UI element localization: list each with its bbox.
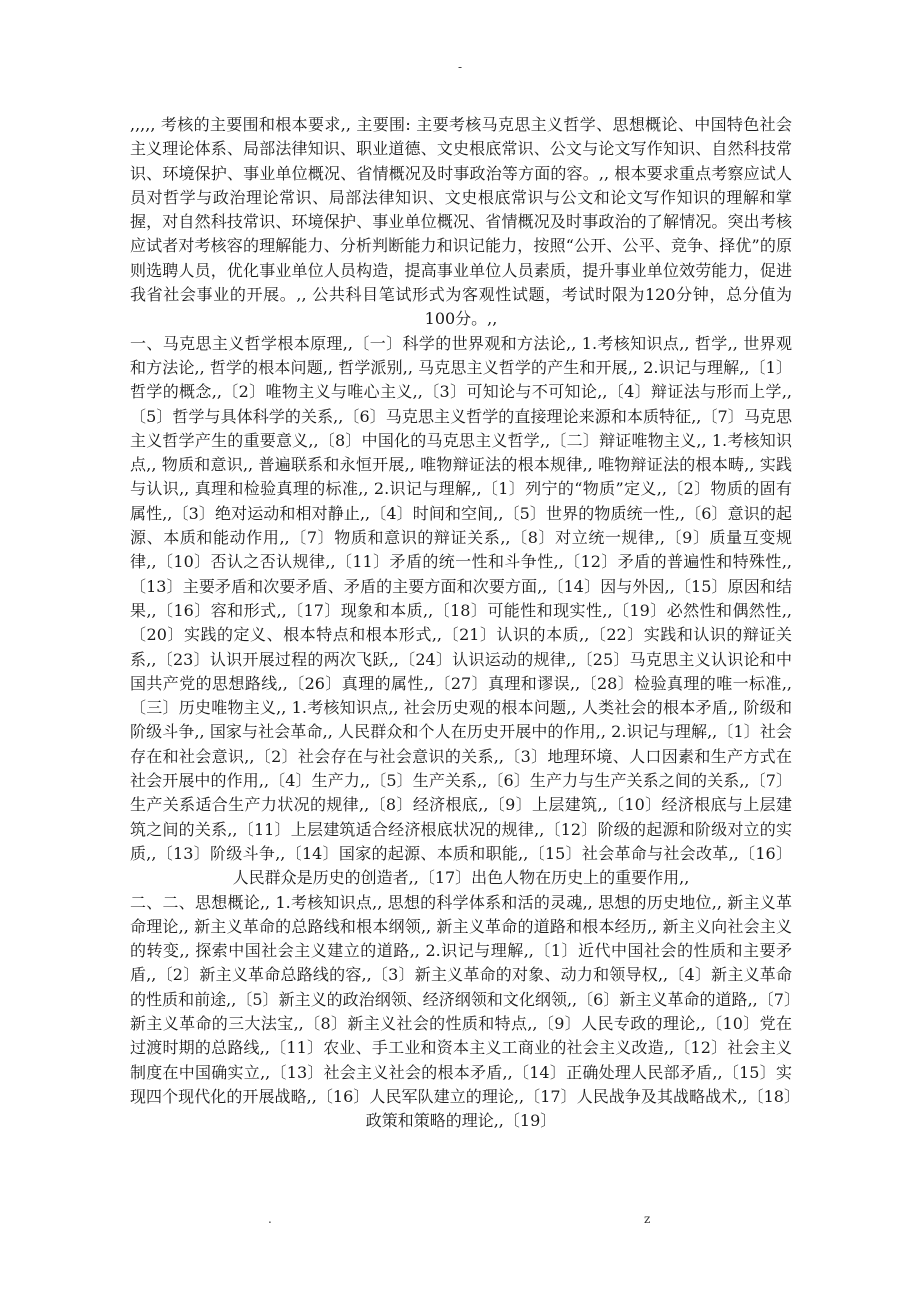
paragraph-section-two: 二、二、思想概论,, 1.考核知识点,, 思想的科学体系和活的灵魂,, 思想的历史地位,, 新主义革命理论,, 新主义革命的总路线和根本纲领,, 新主义革命的道路和根本经历,, 新主义向社会主义的转变,, 探索中国社会主义建立的道路,, 2.识记与理解,,〔1〕近代中国社会的性质和主要矛盾,,〔2〕新主义革命总路线的容,,〔3〕新主义革命的对象、动力和领导权,,〔4〕新主义革命的性质和前途,,〔5〕新主义的政治纲领、经济纲领和文化纲领,,〔6〕新主义革命的道路,,〔7〕新主义革命的三大法宝,,〔8〕新主义社会的性质和特点,,〔9〕人民专政的理论,,〔10〕党在过渡时期的总路线,,〔11〕农业、手工业和资本主义工商业的社会主义改造,,〔12〕社会主义制度在中国确实立,,〔13〕社会主义社会的根本矛盾,,〔14〕正确处理人民部矛盾,,〔15〕实现四个现代化的开展战略,,〔16〕人民军队建立的理论,,〔17〕人民战争及其战略战术,,〔18〕政策和策略的理论,,〔19〕	[130, 892, 792, 1131]
paragraph-section-one: 一、马克思主义哲学根本原理,,〔一〕科学的世界观和方法论,, 1.考核知识点,, 哲学,, 世界观和方法论,, 哲学的根本问题,, 哲学派别,, 马克思主义哲学的产生和开展,, 2.识记与理解,,〔1〕哲学的概念,,〔2〕唯物主义与唯心主义,,〔3〕可知论与不可知论,,〔4〕辩证法与形而上学,,〔5〕哲学与具体科学的关系,,〔6〕马克思主义哲学的直接理论来源和本质特征,,〔7〕马克思主义哲学产生的重要意义,,〔8〕中国化的马克思主义哲学,,〔二〕辩证唯物主义,, 1.考核知识点,, 物质和意识,, 普遍联系和永恒开展,, 唯物辩证法的根本规律,, 唯物辩证法的根本畴,, 实践与认识,, 真理和检验真理的标准,, 2.识记与理解,,〔1〕列宁的“物质”定义,,〔2〕物质的固有属性,,〔3〕绝对运动和相对静止,,〔4〕时间和空间,,〔5〕世界的物质统一性,,〔6〕意识的起源、本质和能动作用,,〔7〕物质和意识的辩证关系,,〔8〕对立统一规律,,〔9〕质量互变规律,,〔10〕否认之否认规律,,〔11〕矛盾的统一性和斗争性,,〔12〕矛盾的普遍性和特殊性,,〔13〕主要矛盾和次要矛盾、矛盾的主要方面和次要方面,,〔14〕因与外因,,〔15〕原因和结果,,〔16〕容和形式,,〔17〕现象和本质,,〔18〕可能性和现实性,,〔19〕必然性和偶然性,,〔20〕实践的定义、根本特点和根本形式,,〔21〕认识的本质,,〔22〕实践和认识的辩证关系,,〔23〕认识开展过程的两次飞跃,,〔24〕认识运动的规律,,〔25〕马克思主义认识论和中国共产党的思想路线,,〔26〕真理的属性,,〔27〕真理和谬误,,〔28〕检验真理的唯一标准,,〔三〕历史唯物主义,, 1.考核知识点,, 社会历史观的根本问题,, 人类社会的根本矛盾,, 阶级和阶级斗争,, 国家与社会革命,, 人民群众和个人在历史开展中的作用,, 2.识记与理解,,〔1〕社会存在和社会意识,,〔2〕社会存在与社会意识的关系,,〔3〕地理环境、人口因素和生产方式在社会开展中的作用,,〔4〕生产力,,〔5〕生产关系,,〔6〕生产力与生产关系之间的关系,,〔7〕生产关系适合生产力状况的规律,,〔8〕经济根底,,〔9〕上层建筑,,〔10〕经济根底与上层建筑之间的关系,,〔11〕上层建筑适合经济根底状况的规律,,〔12〕阶级的起源和阶级对立的实质,,〔13〕阶级斗争,,〔14〕国家的起源、本质和职能,,〔15〕社会革命与社会改革,,〔16〕人民群众是历史的创造者,,〔17〕出色人物在历史上的重要作用,,	[130, 333, 792, 888]
page-header-mark: -	[457, 60, 463, 74]
document-body	[130, 113, 792, 1133]
page-footer-right-mark: z	[644, 1212, 651, 1226]
page-footer-left-mark: .	[268, 1212, 272, 1226]
paragraph-intro: ,,,,, 考核的主要围和根本要求,, 主要围: 主要考核马克思主义哲学、思想概论、中国特色社会主义理论体系、局部法律知识、职业道德、文史根底常识、公文与论文写作知识、自然科技常识、环境保护、事业单位概况、省情概况及时事政治等方面的容。,, 根本要求重点考察应试人员对哲学与政治理论常识、局部法律知识、文史根底常识与公文和论文写作知识的理解和掌握，对自然科技常识、环境保护、事业单位概况、省情概况及时事政治的了解情况。突出考核应试者对考核容的理解能力、分析判断能力和识记能力，按照“公开、公平、竞争、择优”的原则选聘人员，优化事业单位人员构造，提高事业单位人员素质，提升事业单位效劳能力，促进我省社会事业的开展。,, 公共科目笔试形式为客观性试题，考试时限为120分钟，总分值为100分。,,	[130, 115, 792, 329]
